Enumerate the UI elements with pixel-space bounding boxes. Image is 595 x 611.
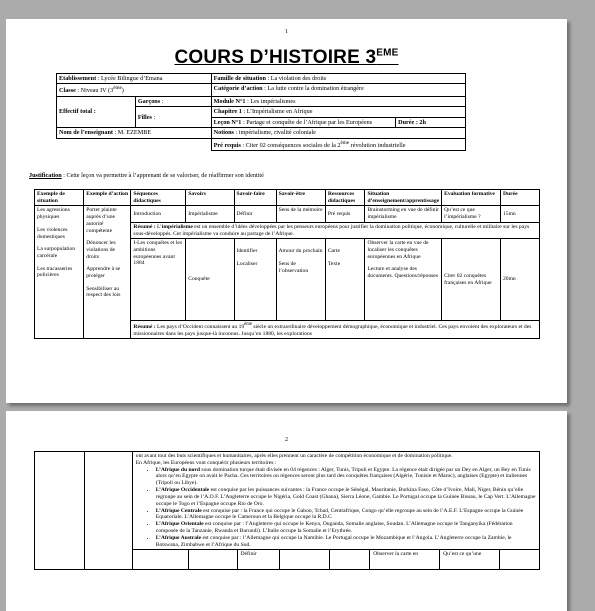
situation-ens-cell: Observer la carte en [370, 550, 440, 570]
module-cell: Module N°1 : Les impérialismes [211, 96, 465, 106]
title-superscript: EME [376, 47, 399, 59]
situation-ens-cell: Brainstorming en vue de définir impérialisme [365, 206, 442, 222]
duree-cell: 15mn [500, 206, 539, 222]
resume-paragraph: En Afrique, les Européens vont conquérir plusieurs territoires : [135, 459, 277, 466]
page-number: 1 [285, 29, 288, 35]
savoirs-cell: Impérialisme [186, 206, 234, 222]
action-item: Porter plainte auprès d’une autorité compétente [86, 207, 117, 234]
header-row [35, 190, 540, 206]
situations-cell [35, 206, 84, 339]
classe-cell: Classe : Niveau IV (3ème) [57, 84, 212, 97]
resume-cell: Résumé : Les pays d’Occident connaissent au 19ème siècle un extraordinaire développement démographique, économique et industriel. Ces pays envoient des explorateurs et des missionnaires dans les pays jusque-là inconnus. Jusqu’en 1880, les explorations [131, 321, 540, 339]
list-item: • L’Afrique Australe est conquise par : l’Allemagne qui occupe la Namibie. Le Portugal occupe le Mozambique et l’Angola. L’Angleterre occupe la Zambie, le Botswana, Zimbabwe et l’Afrique du Sud. [156, 535, 536, 549]
course-info-table [56, 73, 466, 151]
categorie-cell: Catégorie d’action : La lutte contre la domination étrangère [211, 84, 465, 97]
header-cell: Ressources didactiques [325, 190, 365, 206]
title-text: COURS D’HISTOIRE 3 [174, 47, 377, 68]
savoirs-cell: Conquête [186, 239, 234, 321]
header-cell: Exemple de situation [35, 190, 84, 206]
situation-item: La surpopulation carcérale [37, 246, 76, 259]
table-row [35, 452, 540, 550]
prerequis-cell: Pré requis : Citer 02 conséquences sociales de la 2ème révolution industrielle [211, 138, 465, 151]
actions-cell [84, 206, 131, 339]
table-row [35, 206, 540, 222]
document-page-1 [6, 19, 567, 403]
document-page-2 [6, 411, 567, 611]
lesson-table [34, 189, 540, 339]
sequence-cell: I-Les conquêtes et les ambitions européennes avant 1884 [131, 239, 186, 321]
savoir-faire-cell: Définir [234, 206, 276, 222]
filles-cell: Filles : [135, 107, 211, 128]
savoir-faire-cell: Définir [237, 550, 280, 570]
sequence-cell: Introduction [131, 206, 186, 222]
enseignant-cell: Nom de l’enseignant : M. EZEMBE [57, 128, 212, 138]
notions-cell: Notions : impérialisme, rivalité coloniale [211, 128, 465, 138]
duree-cell: Durée : 2h [396, 117, 466, 127]
page-title [6, 47, 567, 69]
resume-continued-cell [132, 452, 539, 550]
header-cell: Situation d’enseignement/apprentissage [365, 190, 442, 206]
action-item: Sensibiliser au respect des lois [86, 285, 121, 299]
header-cell: Savoir-faire [234, 190, 276, 206]
list-item: • L’Afrique Occidentale est conquise par les puissances suivantes : la France occupe le Sénégal, Mauritanie, Burkina Faso, Côte d’Ivoire, Mali, Niger, Bénin qu’elle regroupe au sein de l’A.O.F. L’Angleterre occupe le Nigéria, Gold Coast (Ghana), Sierra Léone, Gambie. Le Portugal occupe la Guinée Bissau, le Cap Vert. L’Allemagne occupe le Togo et l’Espagne occupe Rio de Oro. [156, 487, 536, 507]
header-cell: Durée [500, 190, 539, 206]
list-item: • L’Afrique Orientale est conquise par : l’Angleterre qui occupe le Kenya, Ouganda, Somalie anglaise, Soudan. L’Allemagne occupe le Tanganyika (Fédération composée de la Tanzanie, Rwanda et Burundi). L’Italie occupe la Somalie et l’Erythrée. [156, 521, 536, 535]
header-cell: Exemple d’action [84, 190, 131, 206]
situation-ens-cell: Observer la carte en vue de localiser les conquêtes européennes en Afrique Lecture et analyse des documents. Questions/réponses [365, 239, 442, 321]
ressources-cell: Carte Texte [325, 239, 365, 321]
situation-item: Les agressions physiques [37, 207, 70, 221]
page-number: 2 [285, 437, 288, 443]
etablissement-cell: Etablissement : Lycée Bilingue d’Emana [57, 74, 212, 84]
garcons-cell: Garçons : [135, 96, 211, 106]
savoir-etre-cell: Sens de la mémoire [276, 206, 325, 222]
evaluation-cell: Citer 02 conquêtes françaises en Afrique [442, 239, 501, 321]
duree-cell: 20mn [500, 239, 539, 321]
resume-cell: Résumé : L’impérialisme est un ensemble d’idées développées par les penseurs européens pour justifier la domination politique, économique, culturelle et militaire sur les pays sous-développés. Cet impérialisme va conduire au partage de l’Afrique. [131, 222, 540, 238]
justification: Justification : Cette leçon va permettre à l’apprenant de se valoriser, de réaffirmer son identité [29, 172, 264, 179]
action-item: Dénoncer les violations de droits [86, 240, 116, 260]
lesson-table-continued [34, 451, 540, 570]
chapitre-cell: Chapitre 1 : L’Impérialisme en Afrique [211, 107, 465, 117]
evaluation-cell: Qu’est ce que l’impérialisme ? [442, 206, 501, 222]
header-cell: Evaluation formative [442, 190, 501, 206]
situation-item: Les violences domestiques [37, 226, 68, 240]
savoir-etre-cell: Amour du prochain Sens de l’observation [276, 239, 325, 321]
header-cell: Savoir-être [276, 190, 325, 206]
header-cell: Séquences didactiques [131, 190, 186, 206]
famille-cell: Famille de situation : La violation des droits [211, 74, 465, 84]
situation-item: Les tracasseries policières [37, 265, 73, 279]
savoir-faire-cell: Identifier Localiser [234, 239, 276, 321]
ressources-cell: Pré requis [325, 206, 365, 222]
lecon-cell: Leçon N°1 : Partage et conquête de l’Afrique par les Européens [211, 117, 395, 127]
evaluation-cell: Qu’est ce qu’une [440, 550, 500, 570]
header-cell: Savoirs [186, 190, 234, 206]
action-item: Apprendre à se protéger [86, 266, 121, 280]
effectif-cell: Effectif total : [57, 96, 136, 127]
region-list [136, 467, 536, 549]
resume-paragraph: ont avant tout des buts scientifiques et humanitaires, après elles prennent un caractère de compétition économique et de domination politique. [135, 453, 453, 459]
list-item: • L’Afrique du nord sous domination turque était divisée en 04 régences : Alger, Tunis, Tripoli et Egypte. La régence était dirigée par un Dey en Alger, un Bey en Tunis alors qu’en Egypte on avait le Pacha. Ces territoires ou régences seront plus tard des conquêtes françaises (Algérie, Tunisie et Maroc), anglaises (Egypte) et italiennes (Tripoli ou Libye). [156, 467, 536, 487]
list-item: • L’Afrique Centrale est conquise par : la France qui occupe le Gabon, Tchad, Centrafrique, Congo qu’elle regroupe au sein de l’A.E.F. L’Espagne occupe la Guinée Equatoriale. L’Allemagne occupe le Cameroun et la Belgique occupe la R.D.C [156, 508, 536, 522]
